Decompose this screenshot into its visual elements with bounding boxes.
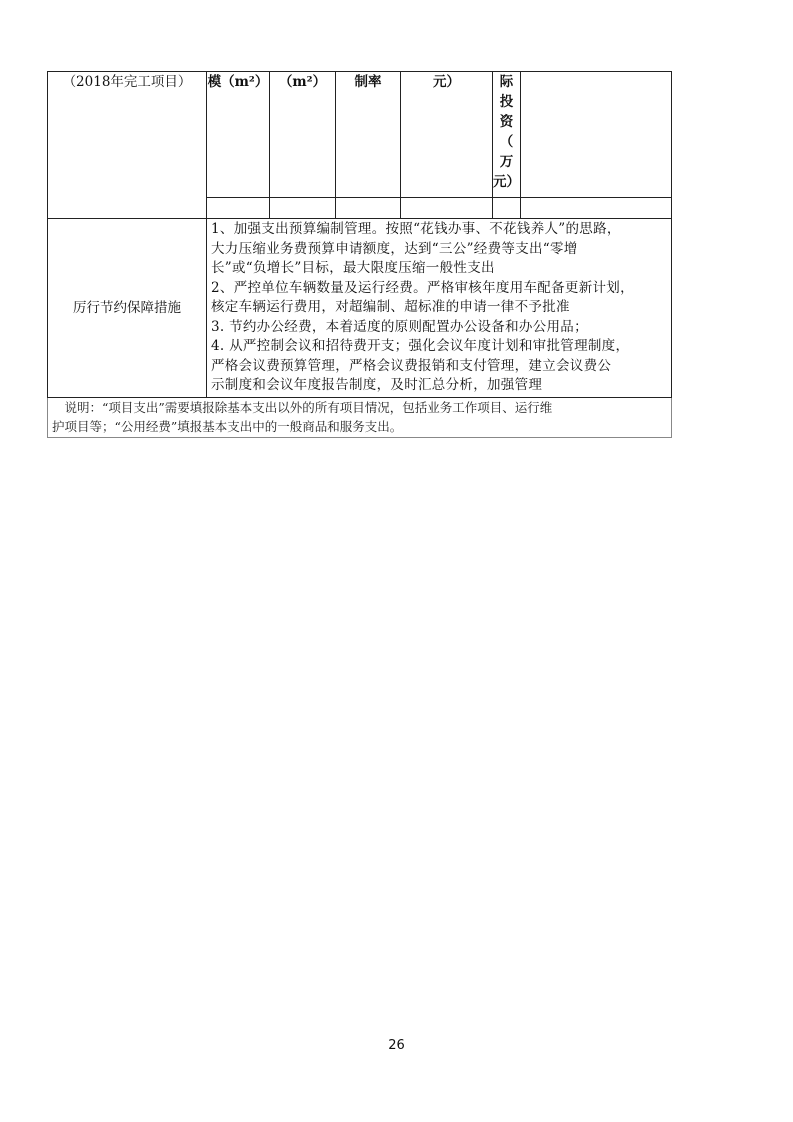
project-year-cell: [48, 72, 207, 219]
rate-label: 制率: [354, 74, 382, 90]
project-year-label: （2018年完工项目）: [62, 74, 192, 90]
actual-investment-char: （: [499, 134, 514, 150]
measures-content-cell: [207, 219, 672, 398]
measures-line: 2、严控单位车辆数量及运行经费。严格审核年度用车配备更新计划，: [211, 279, 634, 296]
scale-unit-label: 模（m²）: [207, 74, 269, 90]
measures-label: 厉行节约保障措施: [73, 299, 181, 316]
measures-line: 长”或“负增长”目标，最大限度压缩一般性支出: [211, 260, 495, 276]
note-line: 护项目等；“公用经费”填报基本支出中的一般商品和服务支出。: [52, 418, 403, 434]
area-unit-cell: [270, 72, 336, 198]
blank-cell: [401, 198, 493, 219]
measures-line: 大力压缩业务费预算申请额度，达到“三公”经费等支出“零增: [211, 240, 578, 257]
blank-cell: [270, 198, 336, 219]
measures-line: 1、加强支出预算编制管理。按照“花钱办事、不花钱养人”的思路，: [211, 221, 621, 237]
note-cell: [48, 397, 672, 437]
table-header-row: [48, 72, 672, 198]
actual-investment-cell: [493, 72, 521, 198]
blank-cell: [493, 198, 521, 219]
note-row: [48, 397, 672, 437]
note-line: 说明：“项目支出”需要填报除基本支出以外的所有项目情况，包括业务工作项目、运行维: [52, 399, 553, 415]
actual-investment-char: 万: [499, 154, 514, 170]
actual-investment-char: 资: [499, 114, 514, 130]
measures-label-cell: [48, 219, 207, 398]
scale-unit-cell: [207, 72, 270, 198]
measures-line: 核定车辆运行费用，对超编制、超标准的申请一律不予批准: [211, 299, 570, 315]
measures-row: [48, 219, 672, 398]
measures-line: 3. 节约办公经费，本着适度的原则配置办公设备和办公用品；: [211, 318, 588, 335]
area-unit-label: （m²）: [278, 74, 327, 90]
blank-cell: [336, 198, 401, 219]
actual-investment-char: 投: [499, 94, 514, 110]
rate-cell: [336, 72, 401, 198]
measures-line: 严格会议费预算管理，严格会议费报销和支付管理，建立会议费公: [211, 357, 612, 374]
measures-line: 示制度和会议年度报告制度，及时汇总分析，加强管理: [211, 377, 543, 393]
blank-cell: [207, 198, 270, 219]
yuan-label: 元）: [433, 74, 460, 90]
actual-investment-char: 元）: [493, 174, 520, 190]
yuan-cell: [401, 72, 493, 198]
actual-investment-char: 际: [499, 74, 514, 90]
measures-line: 4. 从严控制会议和招待费开支；强化会议年度计划和审批管理制度，: [211, 338, 630, 354]
empty-header-cell: [521, 72, 672, 198]
page-number: 26: [388, 1038, 405, 1053]
project-table: [47, 71, 672, 438]
blank-cell: [521, 198, 672, 219]
